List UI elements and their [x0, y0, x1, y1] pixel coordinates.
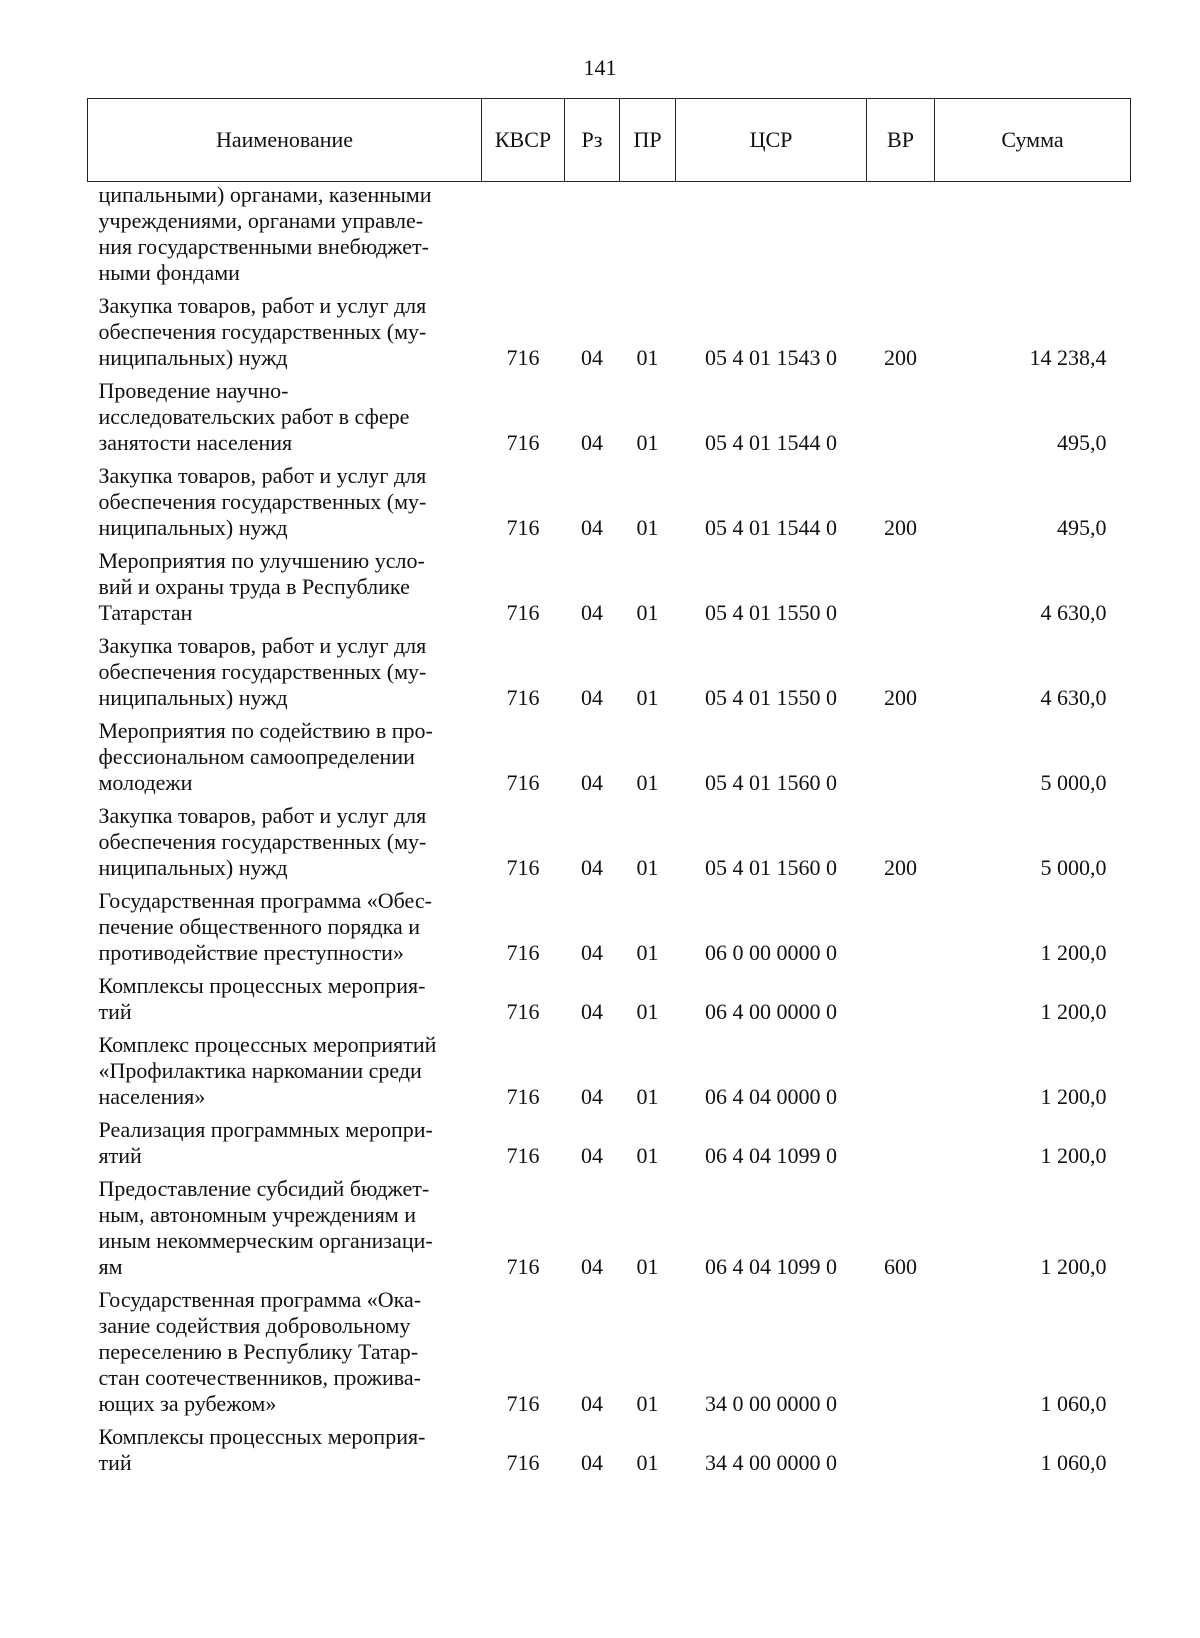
cell-sum: 5 000,0 — [1040, 855, 1107, 880]
cell-csr: 06 4 00 0000 0 — [705, 999, 837, 1024]
cell-csr: 05 4 01 1560 0 — [705, 770, 837, 795]
cell-csr: 34 4 00 0000 0 — [705, 1450, 837, 1475]
cell-rz: 04 — [581, 685, 603, 710]
cell-csr: 06 4 04 1099 0 — [705, 1254, 837, 1279]
table-row — [88, 1424, 1131, 1483]
cell-pr: 01 — [636, 345, 659, 370]
cell-name: Закупка товаров, работ и услуг для обеспечения государственных (му- ниципальных) нужд — [98, 293, 427, 370]
cell-kvsr: 716 — [506, 940, 540, 965]
cell-rz: 04 — [581, 999, 603, 1024]
table-row — [88, 1117, 1131, 1176]
cell-kvsr: 716 — [506, 1084, 540, 1109]
cell-name: Государственная программа «Ока- зание содействия добровольному переселению в Республику Татар- стан соотечественников, прожива- ющих за рубежом» — [98, 1287, 422, 1416]
header-vr: ВР — [867, 99, 935, 182]
table-row — [88, 803, 1131, 888]
cell-pr: 01 — [636, 515, 659, 540]
header-name: Наименование — [88, 99, 482, 182]
cell-vr — [867, 888, 935, 973]
cell-pr: 01 — [636, 600, 659, 625]
table-row — [88, 973, 1131, 1032]
cell-vr — [867, 378, 935, 463]
cell-name: Государственная программа «Обес- печение общественного порядка и противодействие преступности» — [98, 888, 432, 965]
header-rz: Рз — [565, 99, 620, 182]
cell-kvsr: 716 — [506, 600, 540, 625]
cell-kvsr: 716 — [506, 515, 540, 540]
header-kvsr: КВСР — [482, 99, 565, 182]
cell-rz: 04 — [581, 430, 603, 455]
cell-csr: 05 4 01 1550 0 — [705, 600, 837, 625]
cell-sum: 4 630,0 — [1040, 600, 1107, 625]
cell-pr: 01 — [636, 685, 659, 710]
cell-kvsr — [482, 182, 565, 294]
header-sum: Сумма — [935, 99, 1131, 182]
cell-kvsr: 716 — [506, 855, 540, 880]
cell-kvsr: 716 — [506, 685, 540, 710]
cell-rz: 04 — [581, 770, 603, 795]
cell-name: Проведение научно- исследовательских работ в сфере занятости населения — [98, 378, 410, 455]
cell-vr — [867, 973, 935, 1032]
cell-vr — [867, 1117, 935, 1176]
cell-sum: 4 630,0 — [1040, 685, 1107, 710]
cell-rz: 04 — [581, 855, 603, 880]
cell-kvsr: 716 — [506, 345, 540, 370]
cell-name: ципальными) органами, казенными учреждениями, органами управле- ния государственными внебюджет- ными фондами — [98, 182, 432, 285]
cell-sum: 1 200,0 — [1040, 1084, 1107, 1109]
cell-csr: 34 0 00 0000 0 — [705, 1391, 837, 1416]
cell-name: Комплексы процессных мероприя- тий — [98, 973, 426, 1024]
cell-sum: 14 238,4 — [1029, 345, 1107, 370]
table-row — [88, 633, 1131, 718]
cell-sum: 1 200,0 — [1040, 940, 1107, 965]
cell-sum — [935, 182, 1131, 294]
cell-name: Реализация программных меропри- ятий — [98, 1117, 433, 1168]
cell-kvsr: 716 — [506, 1450, 540, 1475]
cell-rz: 04 — [581, 1391, 603, 1416]
cell-csr: 05 4 01 1544 0 — [705, 515, 837, 540]
cell-rz — [565, 182, 620, 294]
cell-pr: 01 — [636, 770, 659, 795]
cell-sum: 1 060,0 — [1040, 1450, 1107, 1475]
cell-csr: 06 0 00 0000 0 — [705, 940, 837, 965]
cell-name: Закупка товаров, работ и услуг для обеспечения государственных (му- ниципальных) нужд — [98, 463, 427, 540]
cell-kvsr: 716 — [506, 1391, 540, 1416]
cell-sum: 495,0 — [1057, 430, 1107, 455]
header-pr: ПР — [620, 99, 676, 182]
cell-vr — [867, 1032, 935, 1117]
cell-pr: 01 — [636, 999, 659, 1024]
cell-pr: 01 — [636, 940, 659, 965]
table-row — [88, 1032, 1131, 1117]
cell-name: Закупка товаров, работ и услуг для обеспечения государственных (му- ниципальных) нужд — [98, 803, 427, 880]
table-row — [88, 888, 1131, 973]
cell-vr: 200 — [884, 515, 917, 540]
cell-csr — [676, 182, 867, 294]
cell-kvsr: 716 — [506, 1143, 540, 1168]
cell-kvsr: 716 — [506, 430, 540, 455]
cell-rz: 04 — [581, 345, 603, 370]
cell-sum: 5 000,0 — [1040, 770, 1107, 795]
cell-pr: 01 — [636, 1143, 659, 1168]
cell-vr — [867, 1424, 935, 1483]
cell-vr: 200 — [884, 685, 917, 710]
table-row — [88, 718, 1131, 803]
cell-pr: 01 — [636, 1084, 659, 1109]
cell-pr: 01 — [636, 1391, 659, 1416]
cell-vr: 200 — [884, 855, 917, 880]
cell-name: Комплексы процессных мероприя- тий — [98, 1424, 426, 1475]
cell-name: Комплекс процессных мероприятий «Профилактика наркомании среди населения» — [98, 1032, 437, 1109]
cell-sum: 1 200,0 — [1040, 1254, 1107, 1279]
table-row — [88, 1176, 1131, 1287]
cell-pr — [620, 182, 676, 294]
cell-sum: 1 200,0 — [1040, 999, 1107, 1024]
cell-vr — [867, 182, 935, 294]
cell-pr: 01 — [636, 430, 659, 455]
cell-rz: 04 — [581, 940, 603, 965]
table-row — [88, 378, 1131, 463]
cell-rz: 04 — [581, 1254, 603, 1279]
cell-vr — [867, 548, 935, 633]
cell-name: Мероприятия по улучшению усло- вий и охраны труда в Республике Татарстан — [98, 548, 425, 625]
cell-rz: 04 — [581, 600, 603, 625]
cell-csr: 06 4 04 0000 0 — [705, 1084, 837, 1109]
cell-csr: 05 4 01 1543 0 — [705, 345, 837, 370]
cell-vr: 600 — [884, 1254, 917, 1279]
cell-name: Предоставление субсидий бюджет- ным, автономным учреждениям и иным некоммерческим организаци- ям — [98, 1176, 433, 1279]
table-row — [88, 1287, 1131, 1424]
cell-kvsr: 716 — [506, 999, 540, 1024]
table-header-row — [88, 99, 1131, 182]
cell-rz: 04 — [581, 1084, 603, 1109]
table-row — [88, 463, 1131, 548]
cell-csr: 06 4 04 1099 0 — [705, 1143, 837, 1168]
cell-csr: 05 4 01 1550 0 — [705, 685, 837, 710]
cell-name: Мероприятия по содействию в про- фессиональном самоопределении молодежи — [98, 718, 433, 795]
cell-rz: 04 — [581, 515, 603, 540]
page-number: 141 — [583, 55, 617, 80]
cell-name: Закупка товаров, работ и услуг для обеспечения государственных (му- ниципальных) нужд — [98, 633, 427, 710]
cell-sum: 1 200,0 — [1040, 1143, 1107, 1168]
cell-pr: 01 — [636, 1450, 659, 1475]
cell-rz: 04 — [581, 1450, 603, 1475]
cell-csr: 05 4 01 1544 0 — [705, 430, 837, 455]
table-row — [88, 548, 1131, 633]
cell-vr — [867, 1287, 935, 1424]
table-row — [88, 293, 1131, 378]
cell-kvsr: 716 — [506, 770, 540, 795]
cell-csr: 05 4 01 1560 0 — [705, 855, 837, 880]
table-body — [88, 182, 1131, 1484]
cell-pr: 01 — [636, 855, 659, 880]
cell-kvsr: 716 — [506, 1254, 540, 1279]
table-row — [88, 182, 1131, 294]
cell-vr: 200 — [884, 345, 917, 370]
cell-pr: 01 — [636, 1254, 659, 1279]
header-csr: ЦСР — [676, 99, 867, 182]
cell-rz: 04 — [581, 1143, 603, 1168]
cell-sum: 495,0 — [1057, 515, 1107, 540]
budget-table — [87, 98, 1131, 1483]
cell-sum: 1 060,0 — [1040, 1391, 1107, 1416]
cell-vr — [867, 718, 935, 803]
